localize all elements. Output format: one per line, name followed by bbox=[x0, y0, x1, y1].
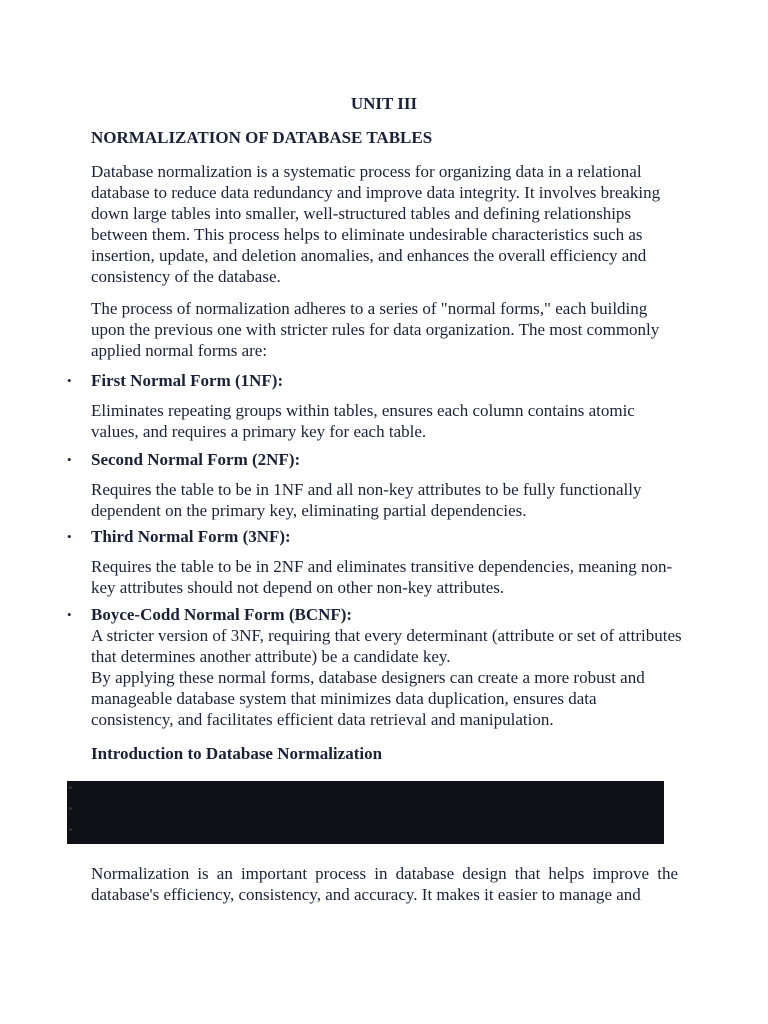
embedded-dark-block bbox=[67, 781, 664, 844]
normal-form-name: Second Normal Form (2NF): bbox=[91, 450, 301, 469]
intro-heading: Introduction to Database Normalization bbox=[91, 744, 383, 763]
bullet-icon: • bbox=[67, 529, 72, 544]
list-item-3nf bbox=[67, 526, 683, 598]
normal-form-description: A stricter version of 3NF, requiring that every determinant (attribute or set of attributes that determines another attribute) be a candidate key. bbox=[91, 626, 682, 666]
bullet-icon: • bbox=[67, 607, 72, 622]
intro-paragraph: Database normalization is a systematic process for organizing data in a relational database to reduce data redundancy and improve data integrity. It involves breaking down large tables into smaller, well-structured tables and defining relationships between them. This process helps to eliminate undesirable characteristics such as insertion, update, and deletion anomalies, and enhances the overall efficiency and consistency of the database. bbox=[91, 162, 661, 286]
bullet-icon: • bbox=[67, 373, 72, 388]
bullet-dot-icon bbox=[69, 786, 72, 789]
normal-form-name: First Normal Form (1NF): bbox=[91, 371, 284, 390]
bullet-icon: • bbox=[67, 452, 72, 467]
closing-paragraph: By applying these normal forms, database designers can create a more robust and manageable database system that minimizes data duplication, ensures data consistency, and facilitates efficient data retrieval and manipulation. bbox=[91, 668, 645, 729]
normal-form-name: Third Normal Form (3NF): bbox=[91, 527, 291, 546]
bottom-paragraph: Normalization is an important process in database design that helps improve the database's efficiency, consistency, and accuracy. It makes it easier to manage and bbox=[91, 864, 678, 904]
list-item-bcnf bbox=[67, 604, 683, 667]
unit-title: UNIT III bbox=[350, 94, 418, 113]
bullet-dot-icon bbox=[69, 828, 72, 831]
normal-form-name: Boyce-Codd Normal Form (BCNF): bbox=[91, 605, 353, 624]
bullet-dot-icon bbox=[69, 807, 72, 810]
normal-form-description: Requires the table to be in 1NF and all non-key attributes to be fully functionally dependent on the primary key, eliminating partial dependencies. bbox=[91, 480, 642, 520]
section-title: NORMALIZATION OF DATABASE TABLES bbox=[91, 128, 433, 147]
normal-form-description: Requires the table to be in 2NF and eliminates transitive dependencies, meaning non-key attributes should not depend on other non-key attributes. bbox=[91, 557, 673, 597]
list-item-1nf bbox=[67, 370, 683, 442]
list-item-2nf bbox=[67, 449, 683, 521]
normal-form-description: Eliminates repeating groups within tables, ensures each column contains atomic values, and requires a primary key for each table. bbox=[91, 401, 635, 441]
normal-forms-paragraph: The process of normalization adheres to a series of "normal forms," each building upon the previous one with stricter rules for data organization. The most commonly applied normal forms are: bbox=[91, 299, 660, 360]
